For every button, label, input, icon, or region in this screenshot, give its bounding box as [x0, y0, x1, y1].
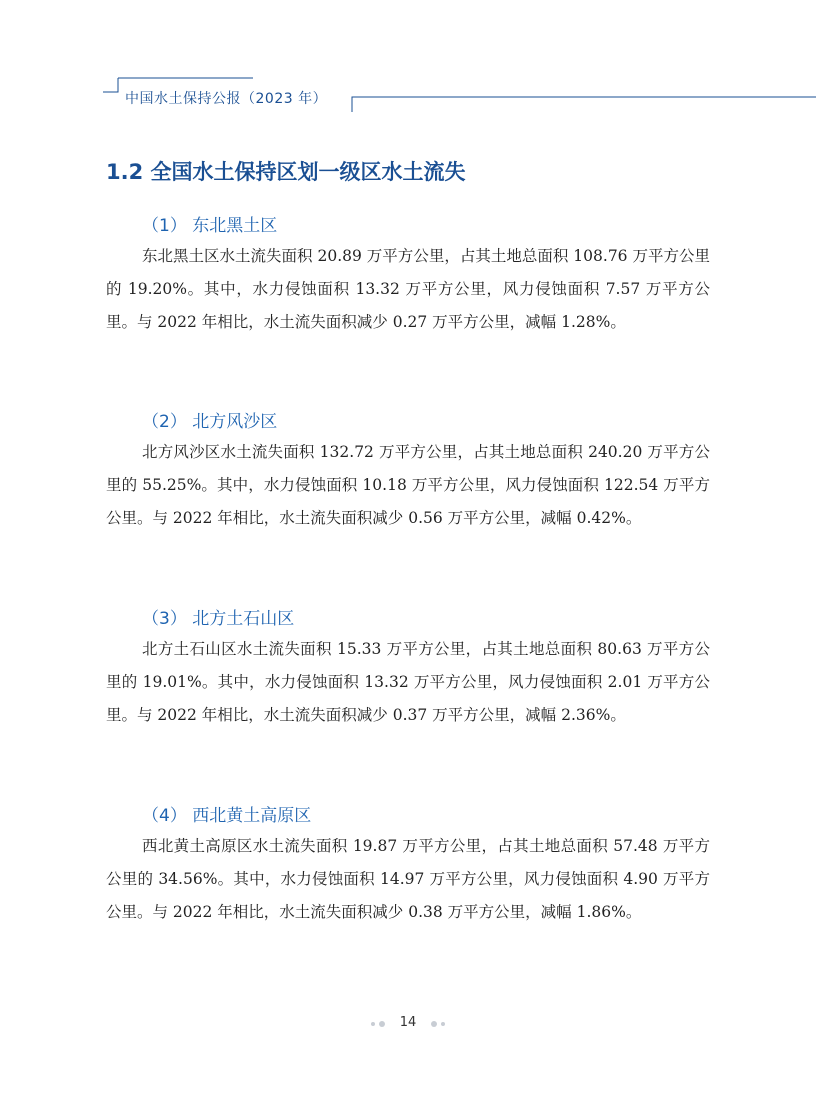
region-heading-loess-plateau: （4） 西北黄土高原区	[142, 806, 312, 826]
region-heading-north-rocky: （3） 北方土石山区	[142, 609, 295, 629]
footer-dots-right	[429, 1013, 447, 1032]
page-number: 14	[399, 1015, 417, 1030]
region-paragraph-northeast: 东北黑土区水土流失面积 20.89 万平方公里，占其土地总面积 108.76 万平方公里的 19.20%。其中，水力侵蚀面积 13.32 万平方公里，风力侵蚀面积 7.57 万平方公里。与 2022 年相比，水土流失面积减少 0.27 万平方公里，减幅 1.28%。	[106, 247, 710, 331]
region-heading-north-sandy: （2） 北方风沙区	[142, 412, 278, 432]
region-heading-northeast: （1） 东北黑土区	[142, 216, 278, 236]
running-header-title: 中国水土保持公报（2023 年）	[125, 91, 328, 107]
page-footer	[0, 1012, 816, 1036]
region-paragraph-north-sandy: 北方风沙区水土流失面积 132.72 万平方公里，占其土地总面积 240.20 万平方公里的 55.25%。其中，水力侵蚀面积 10.18 万平方公里，风力侵蚀面积 122.54 万平方公里。与 2022 年相比，水土流失面积减少 0.56 万平方公里，减幅 0.42%。	[106, 443, 710, 527]
section-heading: 1.2 全国水土保持区划一级区水土流失	[106, 160, 466, 184]
region-paragraph-loess-plateau: 西北黄土高原区水土流失面积 19.87 万平方公里，占其土地总面积 57.48 万平方公里的 34.56%。其中，水力侵蚀面积 14.97 万平方公里，风力侵蚀面积 4.90 万平方公里。与 2022 年相比，水土流失面积减少 0.38 万平方公里，减幅 1.86%。	[106, 837, 710, 921]
region-paragraph-north-rocky: 北方土石山区水土流失面积 15.33 万平方公里，占其土地总面积 80.63 万平方公里的 19.01%。其中，水力侵蚀面积 13.32 万平方公里，风力侵蚀面积 2.01 万平方公里。与 2022 年相比，水土流失面积减少 0.37 万平方公里，减幅 2.36%。	[106, 640, 710, 724]
footer-dots-left	[369, 1013, 387, 1032]
header-frame	[0, 0, 816, 130]
